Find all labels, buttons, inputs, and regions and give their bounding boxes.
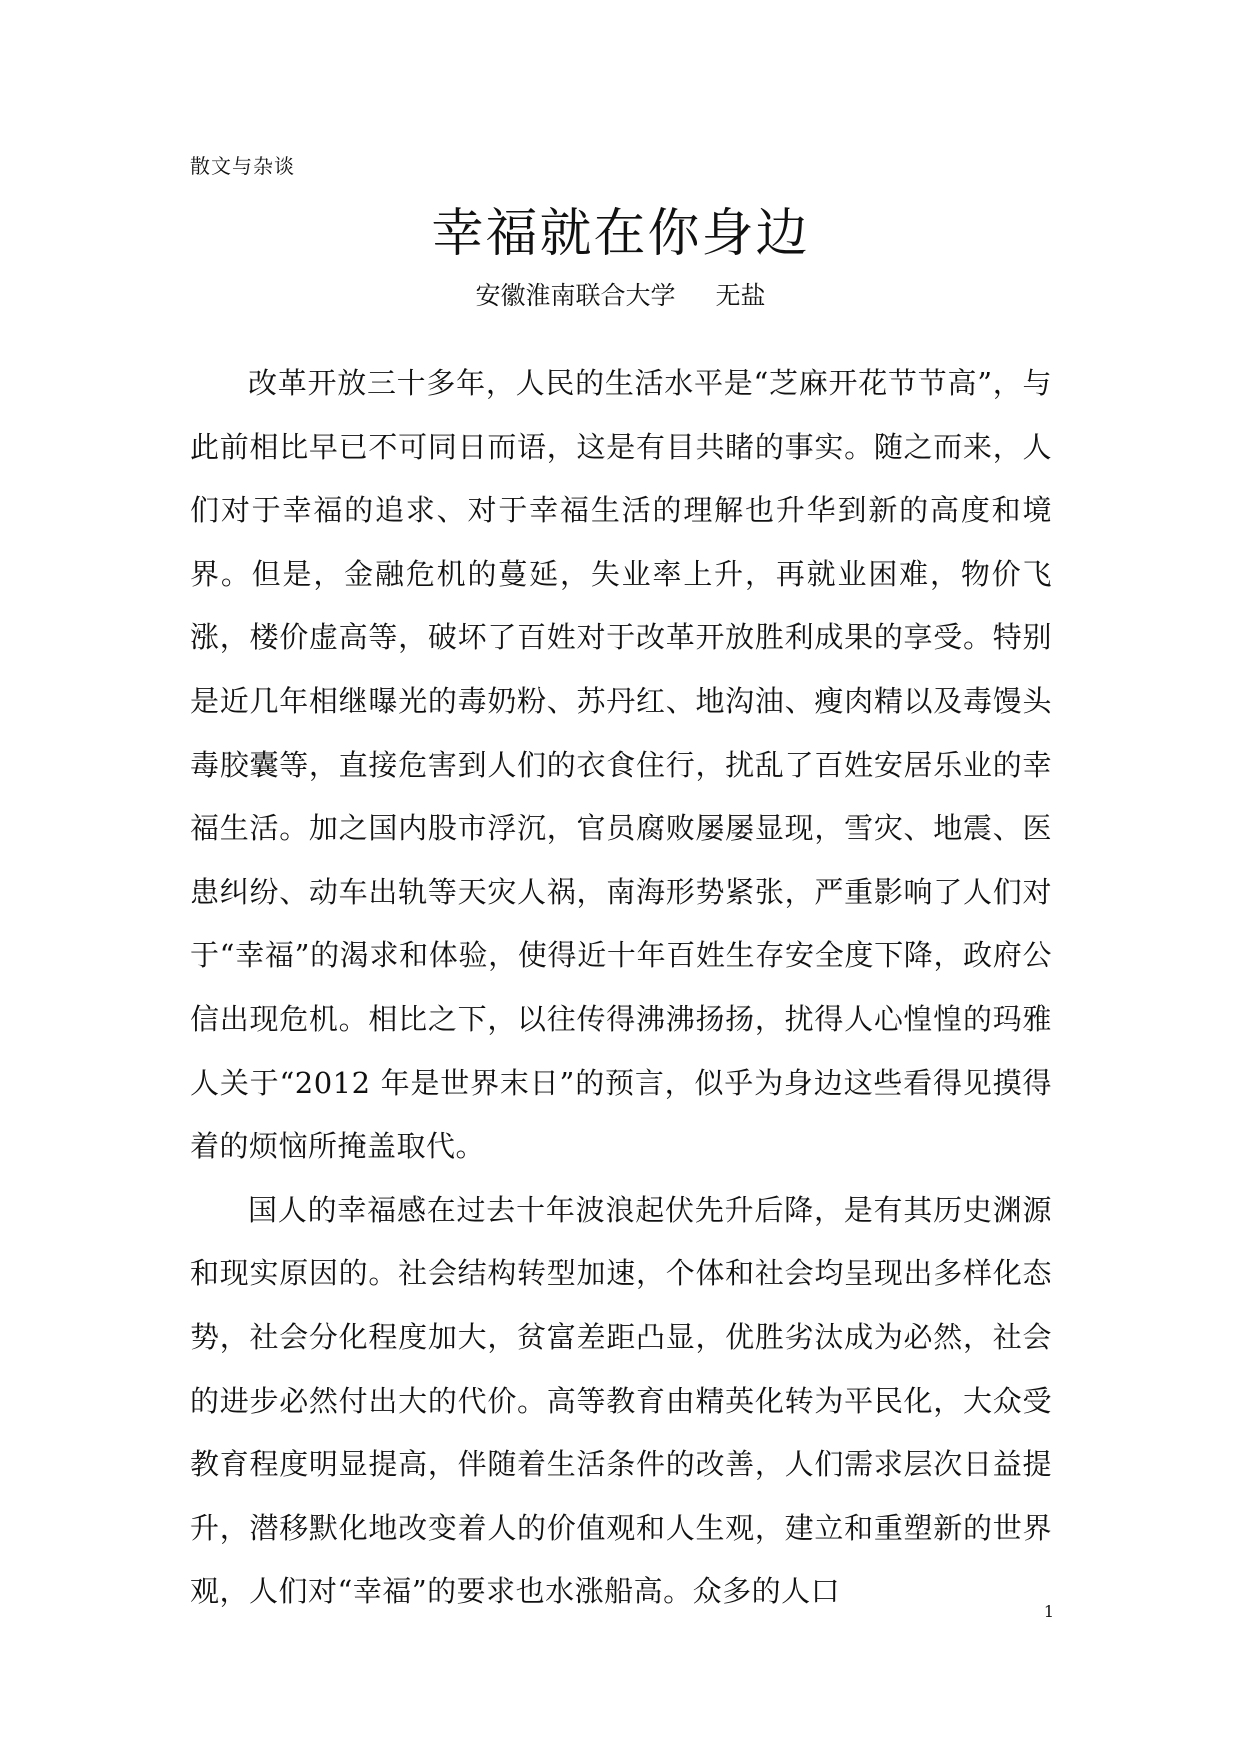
article-body: [190, 352, 1052, 1624]
article-title: 幸福就在你身边: [431, 204, 810, 264]
author-name: 无盐: [715, 281, 766, 310]
author-affiliation: 安徽淮南联合大学: [475, 281, 676, 310]
page-number: 1: [1043, 1602, 1054, 1621]
paragraph-2: 国人的幸福感在过去十年波浪起伏先升后降，是有其历史渊源和现实原因的。社会结构转型加速，个体和社会均呈现出多样化态势，社会分化程度加大，贫富差距凸显，优胜劣汰成为必然，社会的进步必然付出大的代价。高等教育由精英化转为平民化，大众受教育程度明显提高，伴随着生活条件的改善，人们需求层次日益提升，潜移默化地改变着人的价值观和人生观，建立和重塑新的世界观，人们对“幸福”的要求也水涨船高。众多的人口: [190, 1192, 1052, 1609]
byline: [0, 276, 1241, 316]
paragraph-1: 改革开放三十多年，人民的生活水平是“芝麻开花节节高”，与此前相比早已不可同日而语，这是有目共睹的事实。随之而来，人们对于幸福的追求、对于幸福生活的理解也升华到新的高度和境界。但是，金融危机的蔓延，失业率上升，再就业困难，物价飞涨，楼价虚高等，破坏了百姓对于改革开放胜利成果的享受。特别是近几年相继曝光的毒奶粉、苏丹红、地沟油、瘦肉精以及毒馒头毒胶囊等，直接危害到人们的衣食住行，扰乱了百姓安居乐业的幸福生活。加之国内股市浮沉，官员腐败屡屡显现，雪灾、地震、医患纠纷、动车出轨等天灾人祸，南海形势紧张，严重影响了人们对于“幸福”的渴求和体验，使得近十年百姓生存安全度下降，政府公信出现危机。相比之下，以往传得沸沸扬扬，扰得人心惶惶的玛雅人关于“2012 年是世界末日”的预言，似乎为身边这些看得见摸得着的烦恼所掩盖取代。: [190, 366, 1052, 1164]
section-category: 散文与杂谈: [190, 154, 295, 178]
